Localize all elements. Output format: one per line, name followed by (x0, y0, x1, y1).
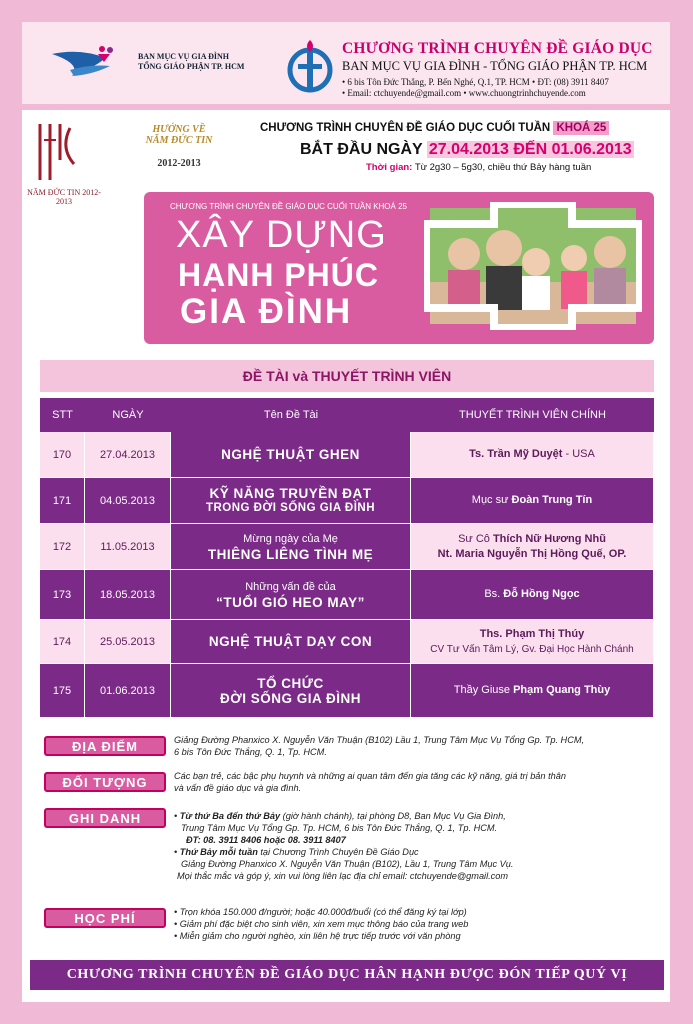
reg4-bold: Thứ Bảy mỗi tuần (179, 847, 258, 857)
row-topic (171, 664, 411, 718)
course-start (300, 141, 634, 159)
topic-big: KỸ NĂNG TRUYỀN ĐẠT (209, 485, 372, 501)
table-row (40, 432, 654, 478)
banner-line2: HẠNH PHÚC (178, 257, 379, 293)
topic-small: Những vấn đề của (245, 580, 336, 593)
row-speaker (411, 478, 654, 524)
faith-line2: NĂM ĐỨC TIN (145, 135, 213, 146)
program-address: • 6 bis Tôn Đức Thắng, P. Bến Nghé, Q.1, TP. HCM • ĐT: (08) 3911 8407 (342, 77, 609, 87)
table-section-title: ĐỀ TÀI và THUYẾT TRÌNH VIÊN (40, 360, 654, 392)
speaker-suffix: - USA (562, 448, 595, 460)
footer-banner: CHƯƠNG TRÌNH CHUYÊN ĐỀ GIÁO DỤC HÂN HẠNH ĐƯỢC ĐÓN TIẾP QUÝ VỊ (30, 960, 664, 990)
family-ministry-name (138, 52, 244, 72)
program-title: CHƯƠNG TRÌNH CHUYÊN ĐỀ GIÁO DỤC (342, 40, 653, 57)
row-topic (171, 478, 411, 524)
table-row (40, 478, 654, 524)
org1-line1: BAN MỤC VỤ GIA ĐÌNH (138, 52, 229, 61)
start-prefix: BẮT ĐẦU NGÀY (300, 141, 423, 158)
banner-line3: GIA ĐÌNH (180, 292, 353, 331)
fee1: Trọn khóa 150.000 đ/người; hoặc 40.000đ/buổi (có thể đăng ký tại lớp) (179, 907, 467, 917)
topic-big: “TUỔI GIÓ HEO MAY” (216, 594, 365, 610)
row-speaker (411, 570, 654, 620)
row-date: 27.04.2013 (85, 432, 171, 478)
reg1-rest: (giờ hành chánh), tại phòng D8, Ban Mục Vụ Gia Đình, (280, 811, 506, 821)
fee2: Giảm phí đặc biệt cho sinh viên, xin xem mục thông báo của trang web (179, 919, 469, 929)
topic-big: NGHỆ THUẬT GHEN (221, 447, 360, 462)
speaker-line (472, 493, 592, 508)
fee3: Miễn giảm cho người nghèo, xin liên hệ trực tiếp trước với văn phòng (179, 931, 461, 941)
speaker-prefix: Mục sư (471, 494, 512, 506)
start-dates: 27.04.2013 ĐẾN 01.06.2013 (428, 141, 632, 158)
row-date: 11.05.2013 (85, 524, 171, 570)
course-title (260, 122, 609, 134)
speaker-name: Đỗ Hồng Ngọc (503, 588, 580, 600)
table-row (40, 524, 654, 570)
program-subtitle: BAN MỤC VỤ GIA ĐÌNH - TỔNG GIÁO PHẬN TP. HCM (342, 59, 648, 73)
speaker-name: Phạm Quang Thùy (513, 684, 611, 696)
year-of-faith-heading (124, 124, 234, 146)
speaker-prefix: Sư Cô (458, 532, 493, 545)
topic-big-2: TRONG ĐỜI SỐNG GIA ĐÌNH (205, 501, 376, 514)
register-line1: • Từ thứ Ba đến thứ Bảy (giờ hành chánh), tại phòng D8, Ban Mục Vụ Gia Đình, (174, 811, 506, 821)
row-stt: 172 (40, 524, 85, 570)
row-speaker (411, 664, 654, 718)
speaker-name: Đoàn Trung Tín (511, 494, 593, 506)
program-email: • Email: ctchuyende@gmail.com • www.chuongtrinhchuyende.com (342, 88, 586, 98)
row-date: 25.05.2013 (85, 620, 171, 664)
register-line2: Trung Tâm Mục Vụ Tổng Gp. Tp. HCM, 6 bis Tôn Đức Thắng, Q. 1, Tp. HCM. (181, 823, 498, 833)
register-text (174, 810, 513, 882)
fee-label: HỌC PHÍ (44, 908, 166, 928)
location-line1: Giảng Đường Phanxico X. Nguyễn Văn Thuận (B102) Lầu 1, Trung Tâm Mục Vụ Tổng Gp. Tp. HCM, (174, 735, 585, 745)
row-speaker (411, 524, 654, 570)
row-stt: 170 (40, 432, 85, 478)
course-title-text: CHƯƠNG TRÌNH CHUYÊN ĐỀ GIÁO DỤC CUỐI TUẦN (260, 122, 551, 134)
banner-line1: XÂY DỰNG (176, 214, 387, 256)
row-speaker (411, 620, 654, 664)
speaker-name: Ts. Trần Mỹ Duyệt (469, 448, 563, 460)
row-date: 01.06.2013 (85, 664, 171, 718)
speaker-name: Ths. Phạm Thị Thúy (479, 627, 585, 640)
family-photo (424, 202, 642, 330)
course-time (366, 162, 591, 173)
speaker-line (454, 683, 611, 698)
row-date: 04.05.2013 (85, 478, 171, 524)
table-header (40, 398, 654, 432)
location-line2: 6 bis Tôn Đức Thắng, Q. 1, Tp. HCM. (174, 747, 327, 757)
reg4-rest: tại Chương Trình Chuyên Đề Giáo Dục (257, 847, 419, 857)
table-row (40, 570, 654, 620)
time-label: Thời gian: (366, 162, 413, 173)
register-line4: • Thứ Bảy mỗi tuần tại Chương Trình Chuyên Đề Giáo Dục (174, 847, 419, 857)
location-label: ĐỊA ĐIỂM (44, 736, 166, 756)
header-date: NGÀY (112, 409, 144, 421)
row-stt: 175 (40, 664, 85, 718)
register-line6: Mọi thắc mắc và góp ý, xin vui lòng liên lạc địa chỉ email: ctchuyende@gmail.com (177, 871, 509, 881)
audience-text (174, 770, 566, 794)
row-topic (171, 524, 411, 570)
row-speaker (411, 432, 654, 478)
fee-line2: • Giảm phí đặc biệt cho sinh viên, xin xem mục thông báo của trang web (174, 919, 469, 929)
org1-line2: TỔNG GIÁO PHẬN TP. HCM (138, 62, 245, 71)
speaker-prefix: Thầy Giuse (453, 684, 514, 696)
row-topic (171, 432, 411, 478)
header-stt: STT (52, 409, 73, 421)
speaker-name: Thích Nữ Hương Nhũ (492, 532, 606, 545)
table-row (40, 620, 654, 664)
speaker-line (458, 532, 606, 547)
education-program-logo (286, 38, 334, 96)
audience-label: ĐỐI TƯỢNG (44, 772, 166, 792)
topic-big: TỔ CHỨC (257, 675, 324, 691)
row-stt: 171 (40, 478, 85, 524)
faith-years: 2012-2013 (157, 158, 201, 169)
topic-small: Mừng ngày của Mẹ (243, 532, 338, 545)
row-stt: 173 (40, 570, 85, 620)
topic-big: THIÊNG LIÊNG TÌNH MẸ (207, 546, 374, 562)
speaker-line (469, 447, 595, 462)
row-topic (171, 570, 411, 620)
table-row (40, 664, 654, 718)
register-phone: ĐT: 08. 3911 8406 hoặc 08. 3911 8407 (186, 835, 346, 845)
faith-line1: HƯỚNG VỀ (152, 124, 206, 135)
year-of-faith-logo (34, 120, 80, 186)
topic-big: NGHỆ THUẬT DẠY CON (208, 634, 373, 649)
reg1-bold: Từ thứ Ba đến thứ Bảy (179, 811, 281, 821)
row-date: 18.05.2013 (85, 570, 171, 620)
fee-line1: • Trọn khóa 150.000 đ/người; hoặc 40.000đ/buổi (có thể đăng ký tại lớp) (174, 907, 467, 917)
year-of-faith-caption: NĂM ĐỨC TIN 2012-2013 (27, 188, 101, 206)
header-topic: Tên Đề Tài (263, 409, 319, 421)
header-speaker: THUYẾT TRÌNH VIÊN CHÍNH (459, 409, 606, 421)
speaker-prefix: Bs. (484, 588, 504, 600)
row-stt: 174 (40, 620, 85, 664)
location-text (174, 734, 584, 758)
audience-line1: Các bạn trẻ, các bậc phụ huynh và những ai quan tâm đến gia tăng các kỹ năng, giá trị bản thân (174, 771, 566, 781)
register-line5: Giảng Đường Phanxico X. Nguyễn Văn Thuận (B102), Lầu 1, Trung Tâm Mục Vụ. (181, 859, 514, 869)
speaker-second: CV Tư Vấn Tâm Lý, Gv. Đại Học Hành Chánh (430, 643, 634, 655)
time-value: Từ 2g30 – 5g30, chiều thứ Bảy hàng tuần (414, 162, 592, 173)
fee-line3: • Miễn giảm cho người nghèo, xin liên hệ trực tiếp trước với văn phòng (174, 931, 461, 941)
speaker-second: Nt. Maria Nguyễn Thị Hồng Quế, OP. (437, 547, 627, 560)
register-label: GHI DANH (44, 808, 166, 828)
speaker-line (484, 587, 579, 602)
topic-big-2: ĐỜI SỐNG GIA ĐÌNH (219, 690, 362, 706)
banner-subtitle: CHƯƠNG TRÌNH CHUYÊN ĐỀ GIÁO DỤC CUỐI TUẦN KHOÁ 25 (170, 202, 407, 211)
row-topic (171, 620, 411, 664)
family-ministry-logo (50, 40, 128, 80)
audience-line2: và vấn đề giáo dục và gia đình. (174, 783, 302, 793)
fee-text (174, 906, 468, 942)
course-khoa: KHOÁ 25 (553, 121, 609, 135)
